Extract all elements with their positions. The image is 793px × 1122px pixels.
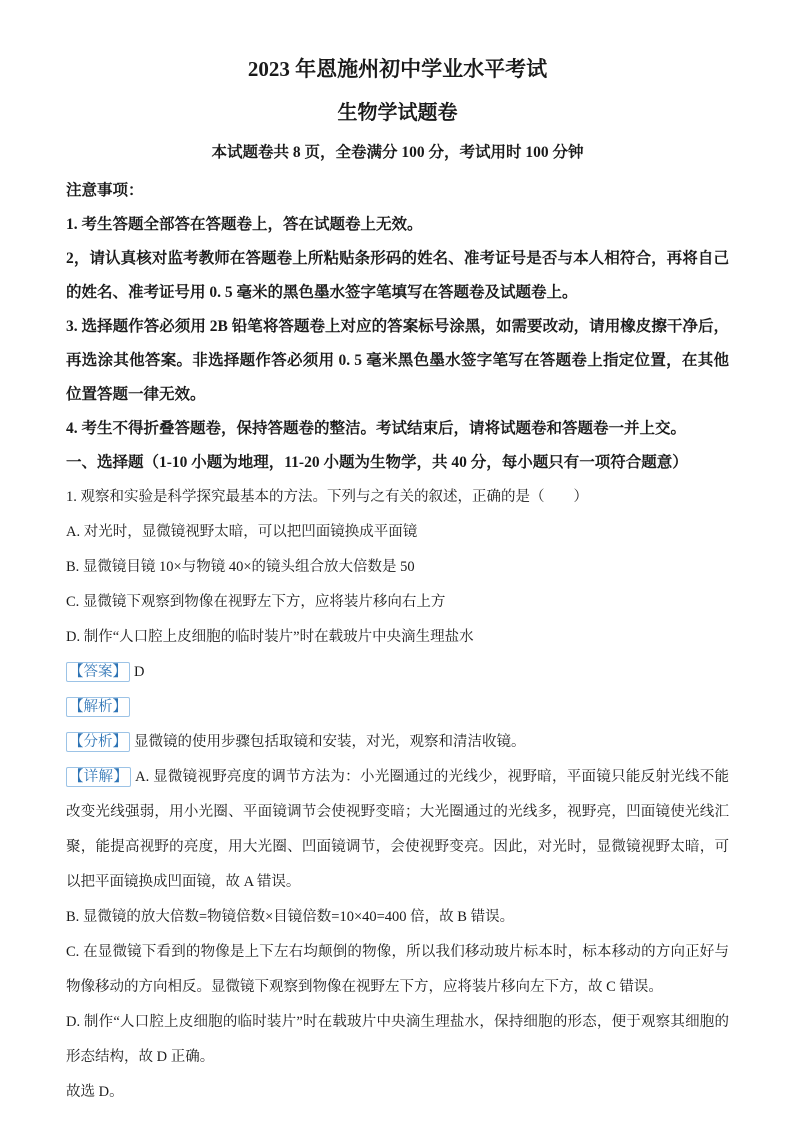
notice-item-3: 3. 选择题作答必须用 2B 铅笔将答题卷上对应的答案标号涂黑，如需要改动，请用橡皮擦干净后，再选涂其他答案。非选择题作答必须用 0. 5 毫米黑色墨水签字笔写在答题卷上指定位置，在其他位置答题一律无效。 (66, 318, 729, 403)
exam-subtitle: 生物学试题卷 (337, 102, 458, 124)
analysis-summary-label: 【分析】 (66, 732, 130, 752)
question-option-a: A. 对光时，显微镜视野太暗，可以把凹面镜换成平面镜 (66, 524, 418, 540)
notice-heading: 注意事项： (66, 182, 144, 199)
question-option-b: B. 显微镜目镜 10×与物镜 40×的镜头组合放大倍数是 50 (66, 559, 415, 575)
explanation-option-b: B. 显微镜的放大倍数=物镜倍数×目镜倍数=10×40=400 倍，故 B 错误。 (66, 909, 515, 925)
notice-item-1: 1. 考生答题全部答在答题卷上，答在试题卷上无效。 (66, 216, 423, 233)
explanation-option-c: C. 在显微镜下看到的物像是上下左右均颠倒的物像，所以我们移动玻片标本时，标本移动的方向正好与物像移动的方向相反。显微镜下观察到物像在视野左下方，应将装片移向左下方，故 C 错误。 (66, 944, 729, 995)
analysis-summary-line (66, 725, 729, 760)
analysis-header-label: 【解析】 (66, 697, 130, 717)
question-option-c: C. 显微镜下观察到物像在视野左下方，应将装片移向右上方 (66, 594, 446, 610)
detailed-explanation-text: A. 显微镜视野亮度的调节方法为：小光圈通过的光线少，视野暗，平面镜只能反射光线不能改变光线强弱，用小光圈、平面镜调节会使视野变暗；大光圈通过的光线多，视野亮，凹面镜使光线汇聚，能提高视野的亮度，用大光圈、凹面镜调节，会使视野变亮。因此，对光时，显微镜视野太暗，可以把平面镜换成凹面镜，故 A 错误。 (66, 769, 730, 890)
exam-title: 2023 年恩施州初中学业水平考试 (247, 57, 548, 81)
answer-value: D (134, 664, 145, 680)
detailed-explanation-line (66, 760, 729, 900)
notice-item-2: 2，请认真核对监考教师在答题卷上所粘贴条形码的姓名、准考证号是否与本人相符合，再将自己的姓名、准考证号用 0. 5 毫米的黑色墨水签字笔填写在答题卷及试题卷上。 (66, 250, 729, 301)
exam-meta-line: 本试题卷共 8 页，全卷满分 100 分，考试用时 100 分钟 (211, 144, 584, 161)
notice-item-4: 4. 考生不得折叠答题卷，保持答题卷的整洁。考试结束后，请将试题卷和答题卷一并上交。 (66, 420, 687, 437)
final-answer-line: 故选 D。 (66, 1084, 124, 1100)
explanation-option-d: D. 制作“人口腔上皮细胞的临时装片”时在载玻片中央滴生理盐水，保持细胞的形态，便于观察其细胞的形态结构，故 D 正确。 (66, 1014, 729, 1065)
detailed-explanation-label: 【详解】 (66, 767, 131, 787)
question-stem: 1. 观察和实验是科学探究最基本的方法。下列与之有关的叙述，正确的是（ ） (66, 489, 588, 505)
analysis-summary-text: 显微镜的使用步骤包括取镜和安装，对光，观察和清洁收镜。 (134, 734, 526, 750)
section-heading: 一、选择题（1-10 小题为地理，11-20 小题为生物学，共 40 分，每小题只有一项符合题意） (66, 454, 688, 471)
analysis-header-line (66, 690, 729, 725)
question-option-d: D. 制作“人口腔上皮细胞的临时装片”时在载玻片中央滴生理盐水 (66, 629, 474, 645)
answer-label: 【答案】 (66, 662, 130, 682)
answer-line (66, 655, 729, 690)
